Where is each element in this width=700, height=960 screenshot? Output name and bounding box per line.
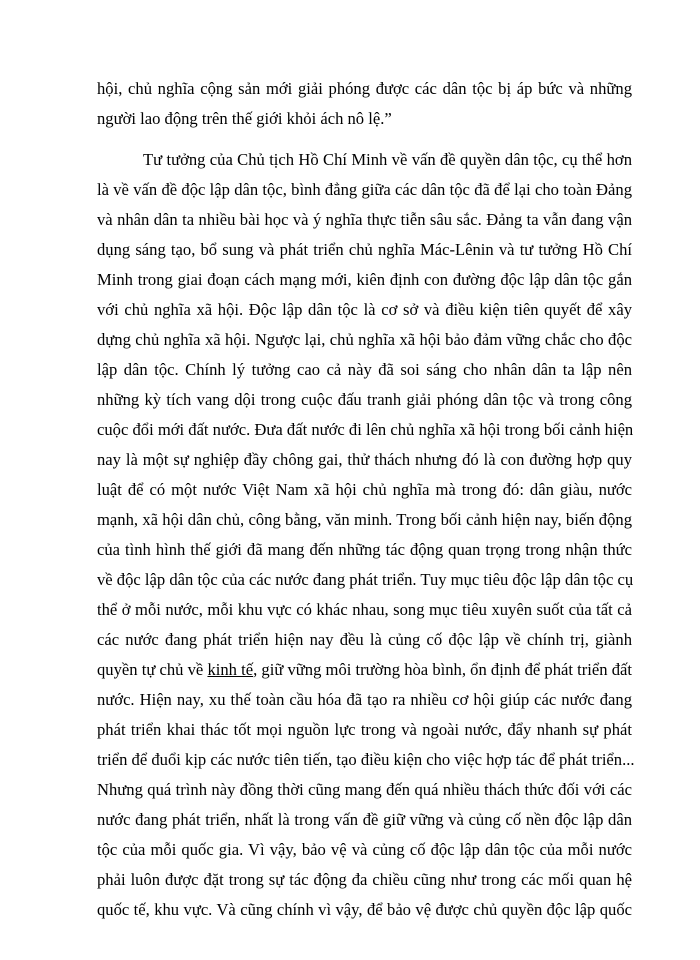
text-line: lập dân tộc. Chính lý tưởng cao cả này đã soi sáng cho nhân dân ta lập nên: [97, 360, 632, 379]
text-line: mạnh, xã hội dân chủ, công bằng, văn minh. Trong bối cảnh hiện nay, biến động: [97, 510, 632, 529]
text-line: là về vấn đề độc lập dân tộc, bình đẳng giữa các dân tộc đã để lại cho toàn Đảng: [97, 180, 632, 199]
text-line: những kỳ tích vang dội trong cuộc đấu tranh giải phóng dân tộc và trong công: [97, 390, 632, 409]
text-line: dựng chủ nghĩa xã hội. Ngược lại, chủ nghĩa xã hội bảo đảm vững chắc cho độc: [97, 330, 632, 349]
text-line: dụng sáng tạo, bổ sung và phát triển chủ nghĩa Mác-Lênin và tư tưởng Hồ Chí: [97, 240, 632, 259]
text-segment: , giữ vững môi trường hòa bình, ổn định để phát triển đất: [253, 660, 632, 679]
text-line: cuộc đổi mới đất nước. Đưa đất nước đi lên chủ nghĩa xã hội trong bối cảnh hiện: [97, 420, 634, 439]
text-line: Minh trong giai đoạn cách mạng mới, kiên định con đường độc lập dân tộc gắn: [97, 270, 632, 289]
text-line: người lao động trên thế giới khỏi ách nô lệ.”: [97, 109, 392, 128]
text-line: Nhưng quá trình này đồng thời cũng mang đến quá nhiều thách thức đối với các: [97, 780, 632, 799]
text-line: triển để đuổi kịp các nước tiên tiến, tạo điều kiện cho việc hợp tác để phát triển...: [97, 750, 635, 769]
text-line: nay là một sự nghiệp đầy chông gai, thử thách nhưng đó là con đường hợp quy: [97, 450, 632, 469]
text-segment: quyền tự chủ về: [97, 660, 208, 679]
text-line: của tình hình thế giới đã mang đến những tác động quan trọng trong nhận thức: [97, 540, 632, 559]
text-line-with-link: [97, 655, 632, 685]
kinh-te-link[interactable]: kinh tế: [207, 660, 254, 679]
text-line: phải luôn được đặt trong sự tác động đa chiều cũng như trong các mối quan hệ: [97, 870, 632, 889]
text-line: hội, chủ nghĩa cộng sản mới giải phóng được các dân tộc bị áp bức và những: [97, 79, 632, 98]
text-line: phát triển khai thác tốt mọi nguồn lực trong và ngoài nước, đẩy nhanh sự phát: [97, 720, 632, 739]
text-line: với chủ nghĩa xã hội. Độc lập dân tộc là cơ sở và điều kiện tiên quyết để xây: [97, 300, 632, 319]
text-line: luật để có một nước Việt Nam xã hội chủ nghĩa mà trong đó: dân giàu, nước: [97, 480, 632, 499]
text-line: nước đang phát triển, nhất là trong vấn đề giữ vững và củng cố nền độc lập dân: [97, 810, 632, 829]
text-line: và nhân dân ta nhiều bài học và ý nghĩa thực tiễn sâu sắc. Đảng ta vẫn đang vận: [97, 210, 632, 229]
text-line: về độc lập dân tộc của các nước đang phát triển. Tuy mục tiêu độc lập dân tộc cụ: [97, 570, 634, 589]
paragraph-first-line: Tư tưởng của Chủ tịch Hồ Chí Minh về vấn đề quyền dân tộc, cụ thể hơn: [143, 150, 632, 169]
text-line: thể ở mỗi nước, mỗi khu vực có khác nhau, song mục tiêu xuyên suốt của tất cả: [97, 600, 632, 619]
text-line: tộc của mỗi quốc gia. Vì vậy, bảo vệ và củng cố độc lập dân tộc của mỗi nước: [97, 840, 632, 859]
text-line: quốc tế, khu vực. Và cũng chính vì vậy, để bảo vệ được chủ quyền độc lập quốc: [97, 900, 632, 919]
text-line: các nước đang phát triển hiện nay đều là củng cố độc lập về chính trị, giành: [97, 630, 632, 649]
text-line: nước. Hiện nay, xu thế toàn cầu hóa đã tạo ra nhiều cơ hội giúp các nước đang: [97, 690, 632, 709]
